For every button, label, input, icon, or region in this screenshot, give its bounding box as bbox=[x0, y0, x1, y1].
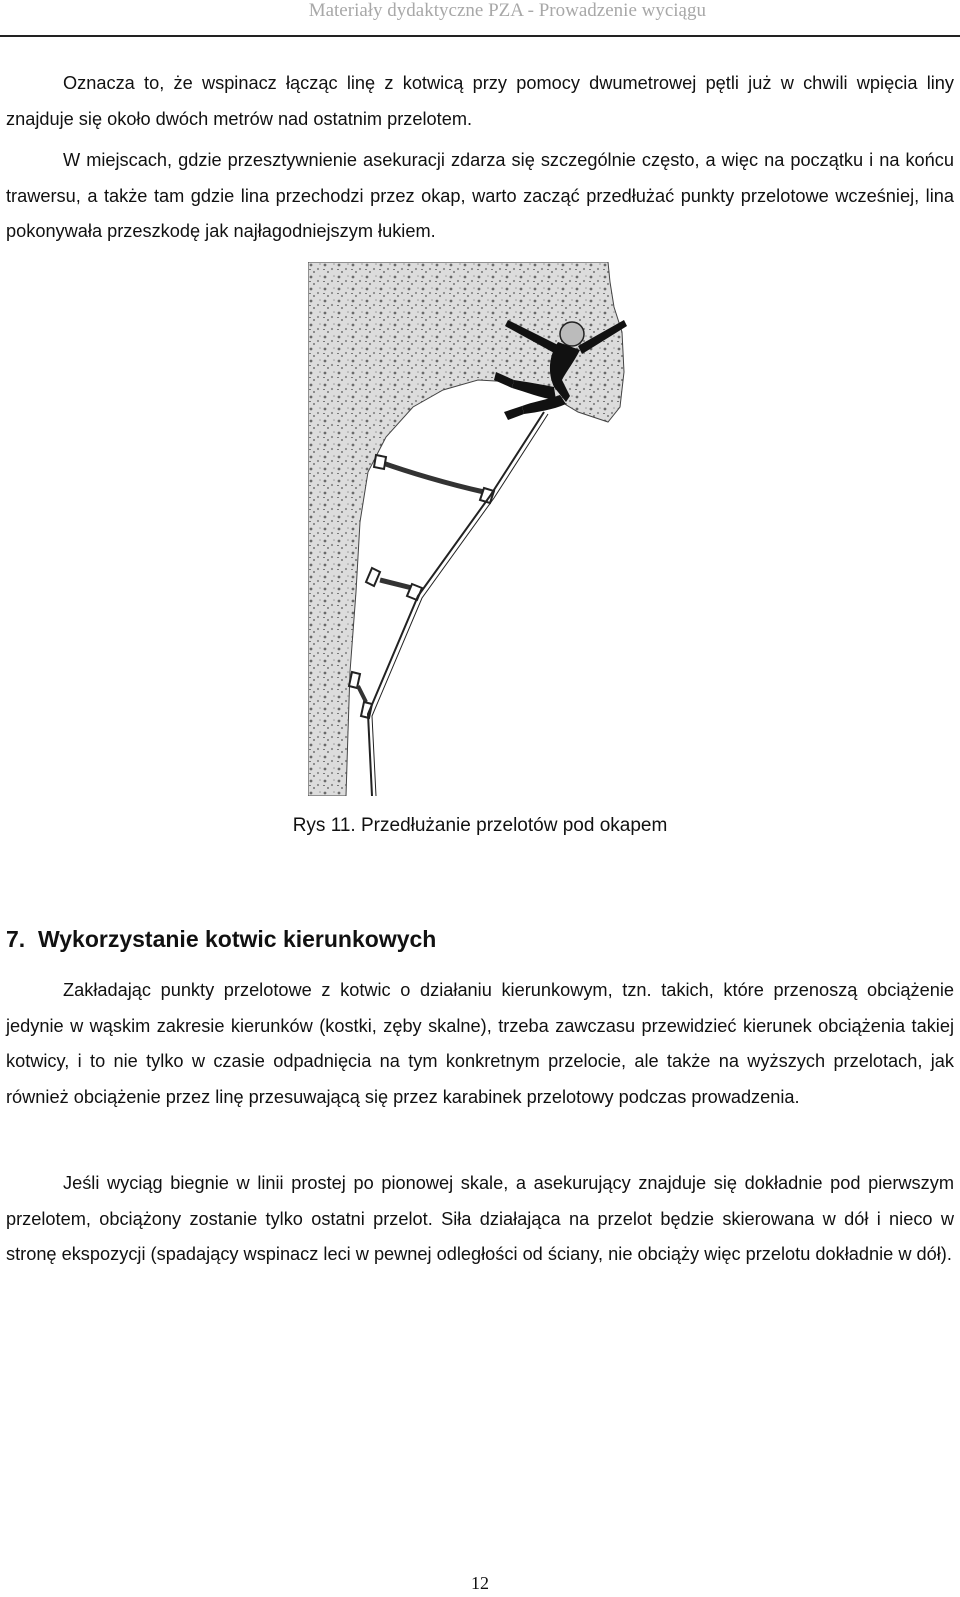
header-divider bbox=[0, 35, 960, 37]
header-title: Materiały dydaktyczne PZA - Prowadzenie wyciągu bbox=[308, 0, 706, 21]
paragraph-text: Jeśli wyciąg biegnie w linii prostej po pionowej skale, a asekurujący znajduje się dokładnie pod pierwszym przelotem, obciążony zostanie tylko ostatni przelot. Siła działająca na przelot będzie skierowana w dół i nieco w stronę ekspozycji (spadający wspinacz leci w pewnej odległości od ściany, nie obciąży więc przelotu dokładnie w dół). bbox=[6, 1173, 954, 1264]
paragraph-directional-anchors bbox=[6, 973, 954, 1115]
paragraph-continuation bbox=[6, 66, 954, 137]
caption-text: Przedłużanie przelotów pod okapem bbox=[361, 815, 668, 836]
paragraph-straight-pitch bbox=[6, 1166, 954, 1273]
section-number: 7. bbox=[6, 926, 26, 952]
paragraph-text: Oznacza to, że wspinacz łącząc linę z kotwicą przy pomocy dwumetrowej pętli już w chwili wpięcia liny znajduje się około dwóch metrów nad ostatnim przelotem. bbox=[6, 73, 954, 129]
paragraph-text: Zakładając punkty przelotowe z kotwic o działaniu kierunkowym, tzn. takich, które przenoszą obciążenie jedynie w wąskim zakresie kierunków (kostki, zęby skalne), trzeba zawczasu przewidzieć kierunek obciążenia takiej kotwicy, i to nie tylko w czasie odpadnięcia na tym konkretnym przelocie, ale także na wyższych przelotach, jak również obciążenie przez linę przesuwającą się przez karabinek przelotowy podczas prowadzenia. bbox=[6, 980, 954, 1107]
page-header bbox=[0, 0, 960, 38]
paragraph-overhang bbox=[6, 143, 954, 250]
section-title-text: Wykorzystanie kotwic kierunkowych bbox=[37, 926, 437, 952]
overhang-illustration bbox=[308, 262, 640, 796]
page-number: 12 bbox=[471, 1573, 489, 1593]
caption-number: Rys 11. bbox=[292, 815, 356, 836]
section-heading bbox=[6, 925, 436, 953]
paragraph-text: W miejscach, gdzie przesztywnienie asekuracji zdarza się szczególnie często, a więc na początku i na końcu trawersu, a także tam gdzie lina przechodzi przez okap, warto zacząć przedłużać punkty przelotowe wcześniej, lina pokonywała przeszkodę jak najłagodniejszym łukiem. bbox=[6, 150, 954, 241]
figure-caption bbox=[0, 814, 960, 838]
